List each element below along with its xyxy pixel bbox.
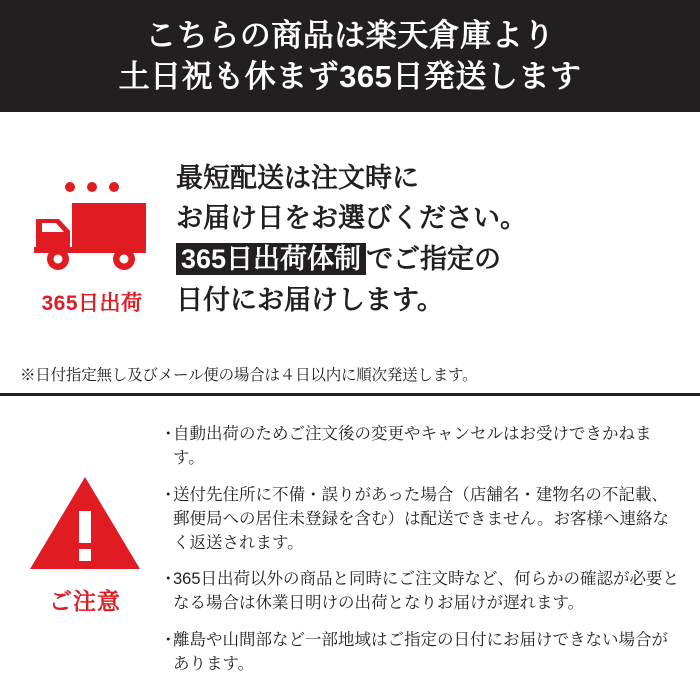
delivery-truck-icon (26, 181, 158, 277)
delivery-line-3-rest: でご指定の (366, 244, 502, 274)
delivery-section (0, 112, 700, 396)
caution-note-text: 離島や山間部など一部地域はご指定の日付にお届けできない場合があります。 (173, 631, 668, 674)
caution-note-text: 送付先住所に不備・誤りがあった場合（店舗名・建物名の不記載、郵便局への居住未登録を含む）は配送できません。お客様へ連絡なく返送されます。 (173, 485, 669, 552)
delivery-body (0, 126, 700, 353)
delivery-note: ※日付指定無し及びメール便の場合は４日以内に順次発送します。 (20, 367, 478, 384)
delivery-line-1: 最短配送は注文時に (176, 162, 419, 193)
truck-label: 365日出荷 (41, 291, 143, 315)
bullet-marker: ・ (160, 485, 177, 504)
caution-notes (160, 410, 686, 690)
list-item (160, 484, 682, 556)
delivery-line-3 (176, 243, 688, 277)
delivery-line-4: 日付にお届けします。 (176, 284, 444, 315)
caution-note-text: 自動出荷のためご注文後の変更やキャンセルはお受けできかねます。 (173, 424, 652, 467)
header-line-2: 土日祝も休まず365日発送します (118, 59, 582, 94)
truck-column (12, 126, 172, 353)
delivery-line-2: お届け日をお選びください。 (176, 203, 527, 234)
caution-section (0, 396, 700, 700)
warning-triangle-icon (26, 471, 144, 575)
list-item (160, 629, 682, 677)
header-line-1: こちらの商品は楽天倉庫より (145, 17, 555, 53)
bullet-marker: ・ (160, 631, 177, 650)
caution-note-text: 365日出荷以外の商品と同時にご注文時など、何らかの確認が必要となる場合は休業日明けの出荷となりお届けが遅れます。 (173, 570, 680, 613)
header-banner (0, 0, 700, 112)
delivery-text (172, 126, 688, 353)
list-item (160, 423, 682, 471)
delivery-highlight: 365日出荷体制 (176, 243, 366, 275)
bullet-marker: ・ (160, 570, 177, 589)
caution-column (10, 410, 160, 690)
caution-label: ご注意 (49, 587, 121, 614)
list-item (160, 568, 682, 616)
bullet-marker: ・ (160, 424, 177, 443)
